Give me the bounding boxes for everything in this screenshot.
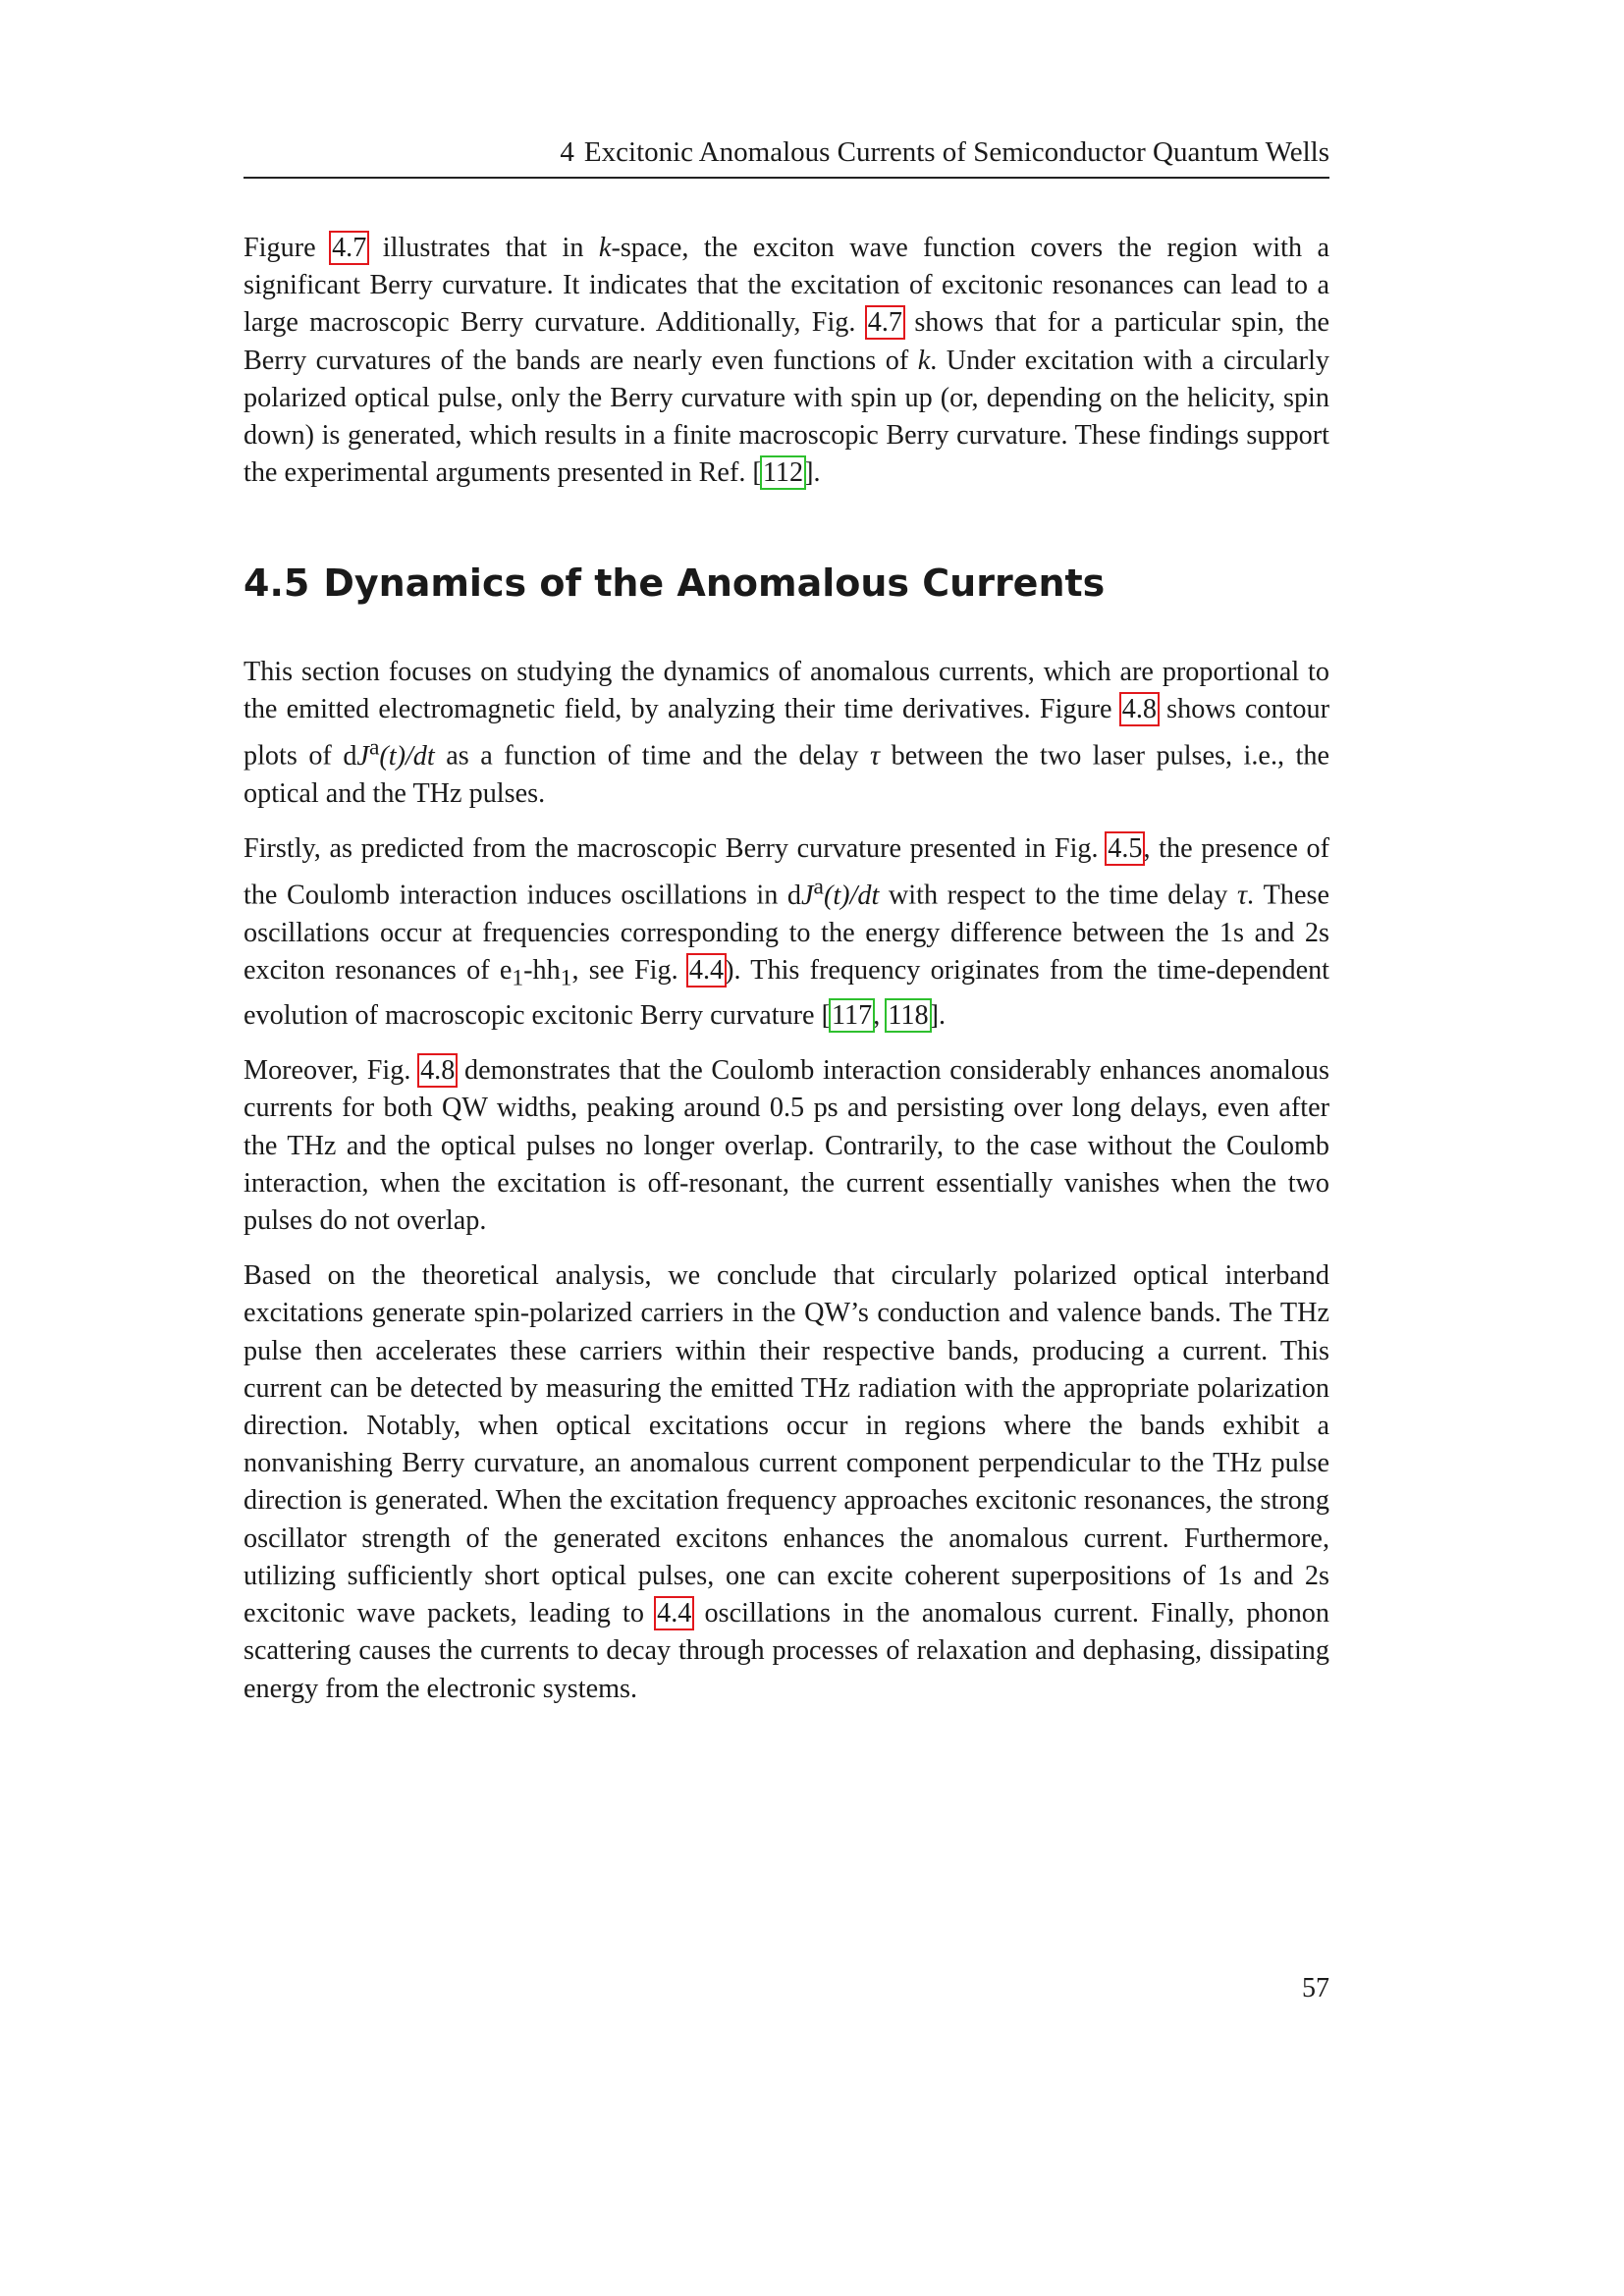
text: . Under excitation with a circularly polarized optical pulse, only the Berry curvature with spin up (or, depending on the helicity, spin down) is generated, which results in a finite macroscopic Berry curvature. These findings support the experimental arguments presented in Ref. [ [244, 345, 1329, 489]
text: illustrates that in [367, 233, 599, 263]
text: , [873, 1000, 888, 1032]
math-part: t [871, 880, 880, 911]
math-part: J [356, 740, 369, 772]
text: as a function of time and the delay [434, 740, 871, 772]
text: ]. [804, 457, 821, 489]
paragraph-coulomb-oscillations [244, 830, 1329, 1035]
text: -space, the exciton wave function covers the region with a significant Berry curvature. It indicates that the excitation of excitonic resonances can lead to a large macroscopic Berry curvature. Additionally, Fig. [244, 233, 1330, 339]
chapter-title: Excitonic Anomalous Currents of Semiconductor Quantum Wells [583, 136, 1329, 168]
chapter-number: 4 [560, 136, 574, 168]
figure-link-4-4[interactable]: 4.4 [688, 955, 725, 987]
text: This section focuses on studying the dynamics of anomalous currents, which are proportional to the emitted electromagnetic field, by analyzing their time derivatives. Figure [244, 657, 1329, 725]
math-tau: τ [1236, 880, 1248, 911]
page-number: 57 [1302, 1973, 1329, 2003]
running-header [244, 128, 1329, 179]
citation-link-117[interactable]: 117 [831, 1000, 873, 1032]
section-body [244, 654, 1329, 1726]
paragraph-conclusion [244, 1257, 1329, 1707]
section-title: Dynamics of the Anomalous Currents [323, 561, 1106, 605]
text: , see Fig. [571, 955, 688, 987]
text: -hh [523, 955, 561, 987]
math-part: d [343, 740, 357, 772]
text: shows contour plots of [244, 694, 1329, 772]
citation-link-118[interactable]: 118 [888, 1000, 929, 1032]
text: ]. [929, 1000, 946, 1032]
subscript: 1 [512, 965, 524, 991]
figure-link-4-8[interactable]: 4.8 [420, 1055, 456, 1087]
text: , the presence of the Coulomb interaction induces oscillations in [244, 833, 1329, 911]
math-superscript: a [813, 874, 824, 900]
paragraph-coulomb-enhancement [244, 1052, 1329, 1240]
figure-link-4-8[interactable]: 4.8 [1121, 694, 1157, 725]
text: shows that for a particular spin, the Berry curvatures of the bands are nearly even functions of [244, 307, 1329, 376]
text: Moreover, Fig. [244, 1055, 420, 1087]
text: Figure [244, 233, 332, 263]
paragraph-dynamics-intro [244, 654, 1329, 813]
math-superscript: a [368, 734, 380, 761]
intro-block [244, 230, 1329, 509]
text: demonstrates that the Coulomb interaction considerably enhances anomalous currents for both QW widths, peaking around 0.5 ps and persisting over long delays, even after the THz and the optical pulses no longer overlap. Contrarily, to the case without the Coulomb interaction, when the excitation is off-resonant, the current essentially vanishes when the two pulses do not overlap. [244, 1055, 1329, 1237]
math-part: (t)/d [823, 880, 872, 911]
subscript: 1 [560, 965, 572, 991]
math-tau: τ [870, 740, 881, 772]
figure-link-4-4[interactable]: 4.4 [657, 1598, 692, 1629]
text: Firstly, as predicted from the macroscopic Berry curvature presented in Fig. [244, 833, 1108, 865]
text: with respect to the time delay [879, 880, 1237, 911]
text: between the two laser pulses, i.e., the optical and the THz pulses. [244, 740, 1329, 809]
text: oscillations in the anomalous current. Finally, phonon scattering causes the currents to decay through processes of relaxation and dephasing, dissipating energy from the electronic systems. [244, 1598, 1329, 1704]
math-k: k [917, 345, 931, 376]
math-djdt [786, 874, 880, 911]
section-heading [244, 554, 1329, 613]
math-k: k [598, 233, 612, 263]
math-djdt [343, 734, 435, 772]
citation-link-112[interactable]: 112 [762, 457, 804, 489]
text: Based on the theoretical analysis, we conclude that circularly polarized optical interband excitations generate spin-polarized carriers in the QW’s conduction and valence bands. The THz pulse then accelerates these carriers within their respective bands, producing a current. This current can be detected by measuring the emitted THz radiation with the appropriate polarization direction. Notably, when optical excitations occur in regions where the bands exhibit a nonvanishing Berry curvature, an anomalous current component perpendicular to the THz pulse direction is generated. When the excitation frequency approaches excitonic resonances, the strong oscillator strength of the generated excitons enhances the anomalous current. Furthermore, utilizing sufficiently short optical pulses, one can excite coherent superpositions of 1s and 2s excitonic wave packets, leading to [244, 1260, 1329, 1629]
paragraph-berry-curvature [244, 230, 1329, 492]
math-part: (t)/d [379, 740, 427, 772]
math-part: d [786, 880, 801, 911]
figure-link-4-7[interactable]: 4.7 [332, 233, 367, 263]
text: ). This frequency originates from the time-dependent evolution of macroscopic excitonic Berry curvature [ [244, 955, 1330, 1032]
text: . These oscillations occur at frequencies corresponding to the energy difference between the 1s and 2s exciton resonances of e [244, 880, 1329, 987]
figure-link-4-5[interactable]: 4.5 [1108, 833, 1143, 865]
figure-link-4-7[interactable]: 4.7 [867, 307, 902, 339]
section-number: 4.5 [244, 561, 310, 605]
math-part: J [801, 880, 814, 911]
math-part: t [426, 740, 435, 772]
